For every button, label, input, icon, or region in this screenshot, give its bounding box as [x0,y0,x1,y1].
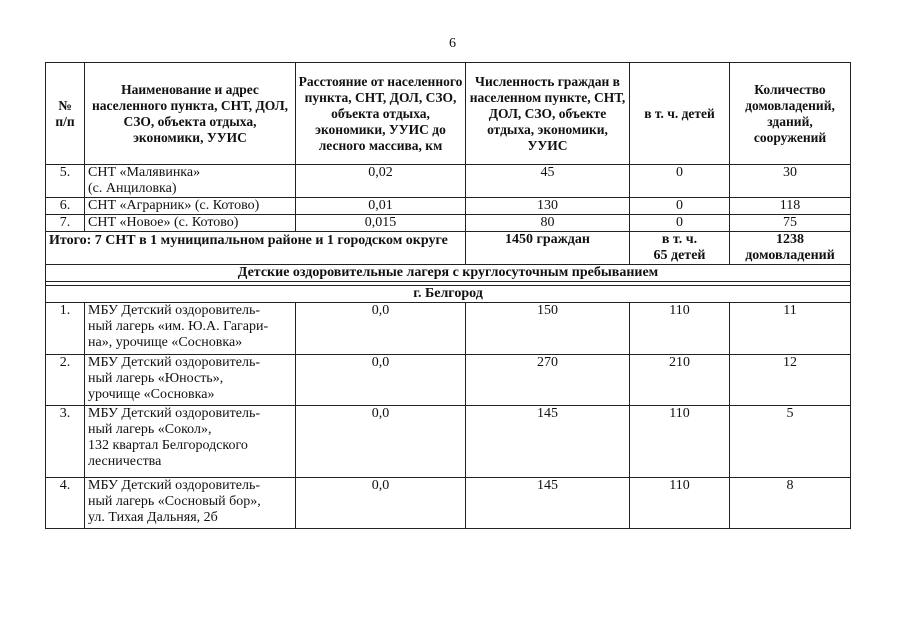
table-row [46,165,851,198]
row-people: 145 [466,406,630,478]
col-header-buildings: Количество домовладений, зданий, сооружений [730,63,851,165]
table-row [46,406,851,478]
row-distance: 0,0 [296,406,466,478]
row-number: 7. [46,215,85,232]
table-row [46,478,851,529]
total-row [46,232,851,265]
row-children: 210 [630,355,730,406]
row-number: 4. [46,478,85,529]
table-header-row [46,63,851,165]
row-buildings: 30 [730,165,851,198]
col-header-distance: Расстояние от населенного пункта, СНТ, ДОЛ, СЗО, объекта отдыха, экономики, УУИС до лесного массива, км [296,63,466,165]
row-children: 110 [630,406,730,478]
row-buildings: 8 [730,478,851,529]
row-number: 2. [46,355,85,406]
table-row [46,215,851,232]
row-people: 145 [466,478,630,529]
table-row [46,198,851,215]
row-number: 3. [46,406,85,478]
col-header-name: Наименование и адрес населенного пункта, СНТ, ДОЛ, СЗО, объекта отдыха, экономики, УУИС [85,63,296,165]
col-header-people: Численность граждан в населенном пункте, СНТ, ДОЛ, СЗО, объекте отдыха, экономики, УУИС [466,63,630,165]
total-buildings: 1238 домовладений [730,232,851,265]
row-number: 5. [46,165,85,198]
row-people: 150 [466,303,630,355]
subsection-row [46,286,851,303]
total-label: Итого: 7 СНТ в 1 муниципальном районе и 1 городском округе [46,232,466,265]
row-children: 0 [630,165,730,198]
row-people: 270 [466,355,630,406]
row-name: СНТ «Аграрник» (с. Котово) [85,198,296,215]
row-children: 0 [630,198,730,215]
row-name: МБУ Детский оздоровитель- ный лагерь «им. Ю.А. Гагари- на», урочище «Сосновка» [85,303,296,355]
row-number: 1. [46,303,85,355]
row-children: 110 [630,303,730,355]
row-people: 130 [466,198,630,215]
row-buildings: 12 [730,355,851,406]
row-name: МБУ Детский оздоровитель- ный лагерь «Юность», урочище «Сосновка» [85,355,296,406]
row-buildings: 118 [730,198,851,215]
row-name: СНТ «Новое» (с. Котово) [85,215,296,232]
table-row [46,303,851,355]
row-distance: 0,015 [296,215,466,232]
col-header-number: № п/п [46,63,85,165]
row-children: 0 [630,215,730,232]
row-distance: 0,0 [296,478,466,529]
total-children: в т. ч. 65 детей [630,232,730,265]
row-distance: 0,0 [296,303,466,355]
row-people: 80 [466,215,630,232]
row-number: 6. [46,198,85,215]
total-people: 1450 граждан [466,232,630,265]
row-buildings: 5 [730,406,851,478]
data-table [45,62,851,529]
table-row [46,355,851,406]
row-name: МБУ Детский оздоровитель- ный лагерь «Сосновый бор», ул. Тихая Дальняя, 2б [85,478,296,529]
row-distance: 0,02 [296,165,466,198]
section-row [46,265,851,282]
row-buildings: 11 [730,303,851,355]
col-header-children: в т. ч. детей [630,63,730,165]
row-people: 45 [466,165,630,198]
row-distance: 0,01 [296,198,466,215]
subsection-title: г. Белгород [46,286,851,303]
section-title: Детские оздоровительные лагеря с круглосуточным пребыванием [46,265,851,282]
row-name: МБУ Детский оздоровитель- ный лагерь «Сокол», 132 квартал Белгородского лесничества [85,406,296,478]
row-distance: 0,0 [296,355,466,406]
page-number: 6 [449,36,456,51]
row-children: 110 [630,478,730,529]
row-name: СНТ «Малявинка» (с. Анциловка) [85,165,296,198]
row-buildings: 75 [730,215,851,232]
